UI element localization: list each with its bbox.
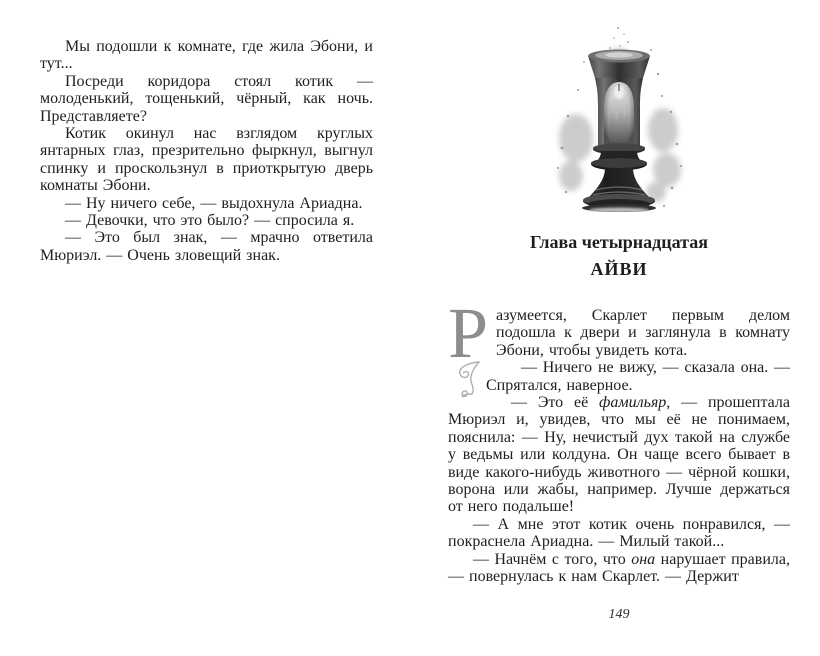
paragraph-text: , — прошептала Мюриэл и, увидев, что мы её не понимаем, пояснила: — Ну, нечистый дух такой на службе у ведьмы или колдуна. Он чаще всего бывает в виде какого-нибудь животного — чёрной кошки, ворона или жабы, например. Лучше держаться от него подальше! [448, 394, 791, 516]
candle-icon [544, 20, 694, 212]
paragraph: Мы подошли к комнате, где жила Эбони, и тут... [40, 38, 373, 73]
paragraph-text: азумеется, Скарлет первым делом подошла к двери и заглянула в комнату Эбони, чтобы увидеть кота. [496, 307, 790, 359]
chapter-title: Глава четырнадцатая [530, 232, 708, 252]
paragraph: Котик окинул нас взглядом круглых янтарных глаз, презрительно фыркнул, выгнул спинку и проскользнул в приоткрытую дверь комнаты Эбони. [40, 125, 373, 195]
paragraph: — Это был знак, — мрачно ответила Мюриэл. — Очень зловещий знак. [40, 229, 373, 264]
paragraph: Посреди коридора стоял котик — молоденький, тощенький, чёрный, как ночь. Представляете? [40, 72, 373, 125]
candle-lantern-illustration [544, 20, 694, 212]
paragraph: — А мне этот котик очень понравился, — покраснела Ариадна. — Милый такой... [448, 515, 790, 551]
page-left [40, 38, 373, 264]
paragraph: — Ну ничего себе, — выдохнула Ариадна. [65, 194, 363, 212]
italic-word: она [631, 550, 656, 568]
chapter-body [448, 293, 791, 586]
italic-word: фамильяр [599, 394, 667, 412]
paragraph: — Девочки, что это было? — спросила я. [65, 212, 355, 230]
paragraph [448, 394, 790, 516]
chapter-heading [448, 232, 790, 279]
paragraph-dropcap [448, 293, 790, 373]
page-number: 149 [608, 607, 630, 622]
paragraph-text: — Это её [511, 394, 600, 412]
drop-cap-letter: Р [448, 293, 489, 373]
chapter-subtitle: АЙВИ [590, 259, 648, 279]
paragraph [448, 551, 790, 586]
paragraph-text: — Начнём с того, что [473, 550, 632, 568]
page-right [448, 0, 790, 656]
paragraph: — Ничего не вижу, — сказала она. — Спрятался, наверное. [486, 359, 790, 394]
vine-flourish-ornament-icon [455, 361, 481, 398]
paragraph-text: нарушает правила, — повернулась к нам Скарлет. — Держит [448, 550, 790, 586]
